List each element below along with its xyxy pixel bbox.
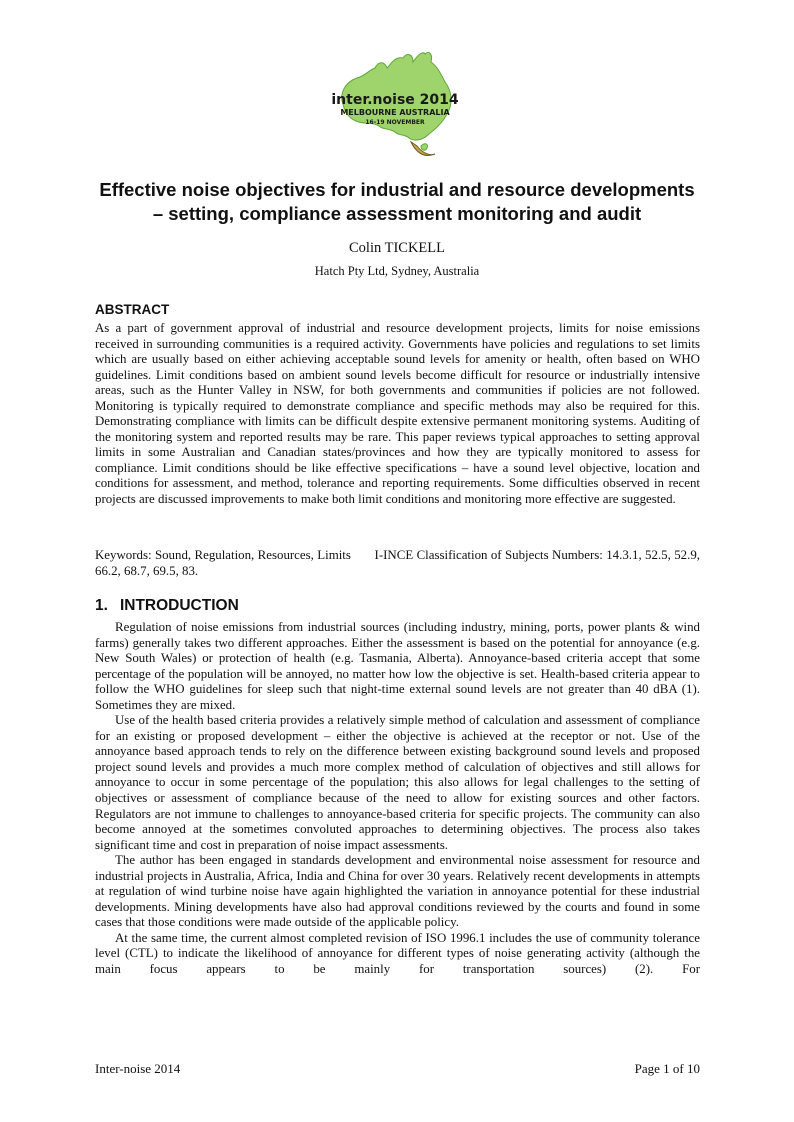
paragraph: At the same time, the current almost completed revision of ISO 1996.1 includes the use of community tolerance level (CTL) to indicate the likelihood of annoyance for different types of noise generating activity (although the main focus appears to be mainly for transportation sources) (2). For — [95, 930, 700, 977]
title-line-1: Effective noise objectives for industrial and resource developments — [99, 179, 695, 200]
title-line-2: – setting, compliance assessment monitoring and audit — [152, 203, 642, 224]
abstract-heading: ABSTRACT — [95, 302, 170, 317]
conference-logo — [325, 42, 465, 164]
logo-name: inter.noise 2014 — [331, 92, 459, 108]
section-number: 1. — [95, 597, 108, 614]
section-title: INTRODUCTION — [119, 597, 239, 614]
abstract-text: As a part of government approval of industrial and resource development projects, limits for noise emissions received in surrounding communities is a required activity. Governments have policies and regulations to set limits which are usually based on either achieving acceptable sound levels for amenity or health, often based on WHO guidelines. Limit conditions based on ambient sound levels become difficult for resource or industrially intensive areas, such as the Hunter Valley in NSW, for both governments and communities if policies are not followed. Monitoring is typically required to demonstrate compliance and specific methods may also be required for this. Demonstrating compliance with limits can be difficult despite extensive permanent monitoring systems. Auditing of the monitoring system and reported results may be rare. This paper reviews typical approaches to setting approval limits in some Australian and Canadian states/provinces and how they are typically monitored to assess for compliance. Limit conditions should be like effective specifications – have a sound level objective, location and conditions for assessment, and method, tolerance and reporting requirements. Some difficulties observed in recent projects are discussed improvements to make both limit conditions and monitoring more effective are suggested. — [95, 321, 700, 507]
keywords: Keywords: Sound, Regulation, Resources, Limits I-INCE Classification of Subjects Numbers: 14.3.1, 52.5, 52.9, 66.2, 68.7, 69.5, 83. — [95, 548, 704, 578]
logo-dates: 16-19 NOVEMBER — [365, 119, 425, 126]
section-heading — [95, 597, 251, 615]
paper-title — [60, 178, 734, 226]
australia-map-icon — [325, 42, 465, 164]
logo-location: MELBOURNE AUSTRALIA — [340, 108, 450, 117]
paragraph: Regulation of noise emissions from industrial sources (including industry, mining, ports, power plants & wind farms) generally takes two different approaches. Either the assessment is based on the potential for annoyance (e.g. New South Wales) or protection of health (e.g. Tasmania, Alberta). Annoyance-based criteria accept that some percentage of the population will be annoyed, no matter how low the objective is set. Health-based criteria appear to follow the WHO guidelines for sleep such that night-time external sound levels are not greater than 40 dBA (1). Sometimes they are mixed. — [95, 620, 700, 712]
paragraph: Use of the health based criteria provides a relatively simple method of calculation and assessment of compliance for an existing or proposed development – either the objective is achieved at the receptor or not. Use of the annoyance based approach tends to rely on the difference between existing background sound levels and proposed project sound levels and provides a much more complex method of calculation of objectives and still allows for annoyance to occur in some percentage of the population; this also allows for legal challenges to the setting of objectives or assessment of compliance because of the need to allow for existing sources and other factors. Regulators are not immune to challenges to annoyance-based criteria for specific projects. The community can also become annoyed at the sometimes convoluted approaches to determining objectives. The process also takes significant time and cost in preparation of noise impact assessments. — [95, 713, 700, 852]
paragraph: The author has been engaged in standards development and environmental noise assessment for resource and industrial projects in Australia, Africa, India and China for over 30 years. Relatively recent developments in attempts at regulation of wind turbine noise have again highlighted the variation in annoyance potential for these industrial developments. Mining developments have also had approval conditions reviewed by the courts and found in some cases that those conditions were made outside of the applicable policy. — [95, 853, 700, 930]
author-name: Colin TICKELL — [349, 240, 445, 256]
author-affiliation: Hatch Pty Ltd, Sydney, Australia — [314, 264, 480, 278]
footer-page-number: Page 1 of 10 — [634, 1061, 700, 1076]
introduction-body — [95, 620, 700, 978]
footer-conference: Inter-noise 2014 — [95, 1061, 181, 1076]
